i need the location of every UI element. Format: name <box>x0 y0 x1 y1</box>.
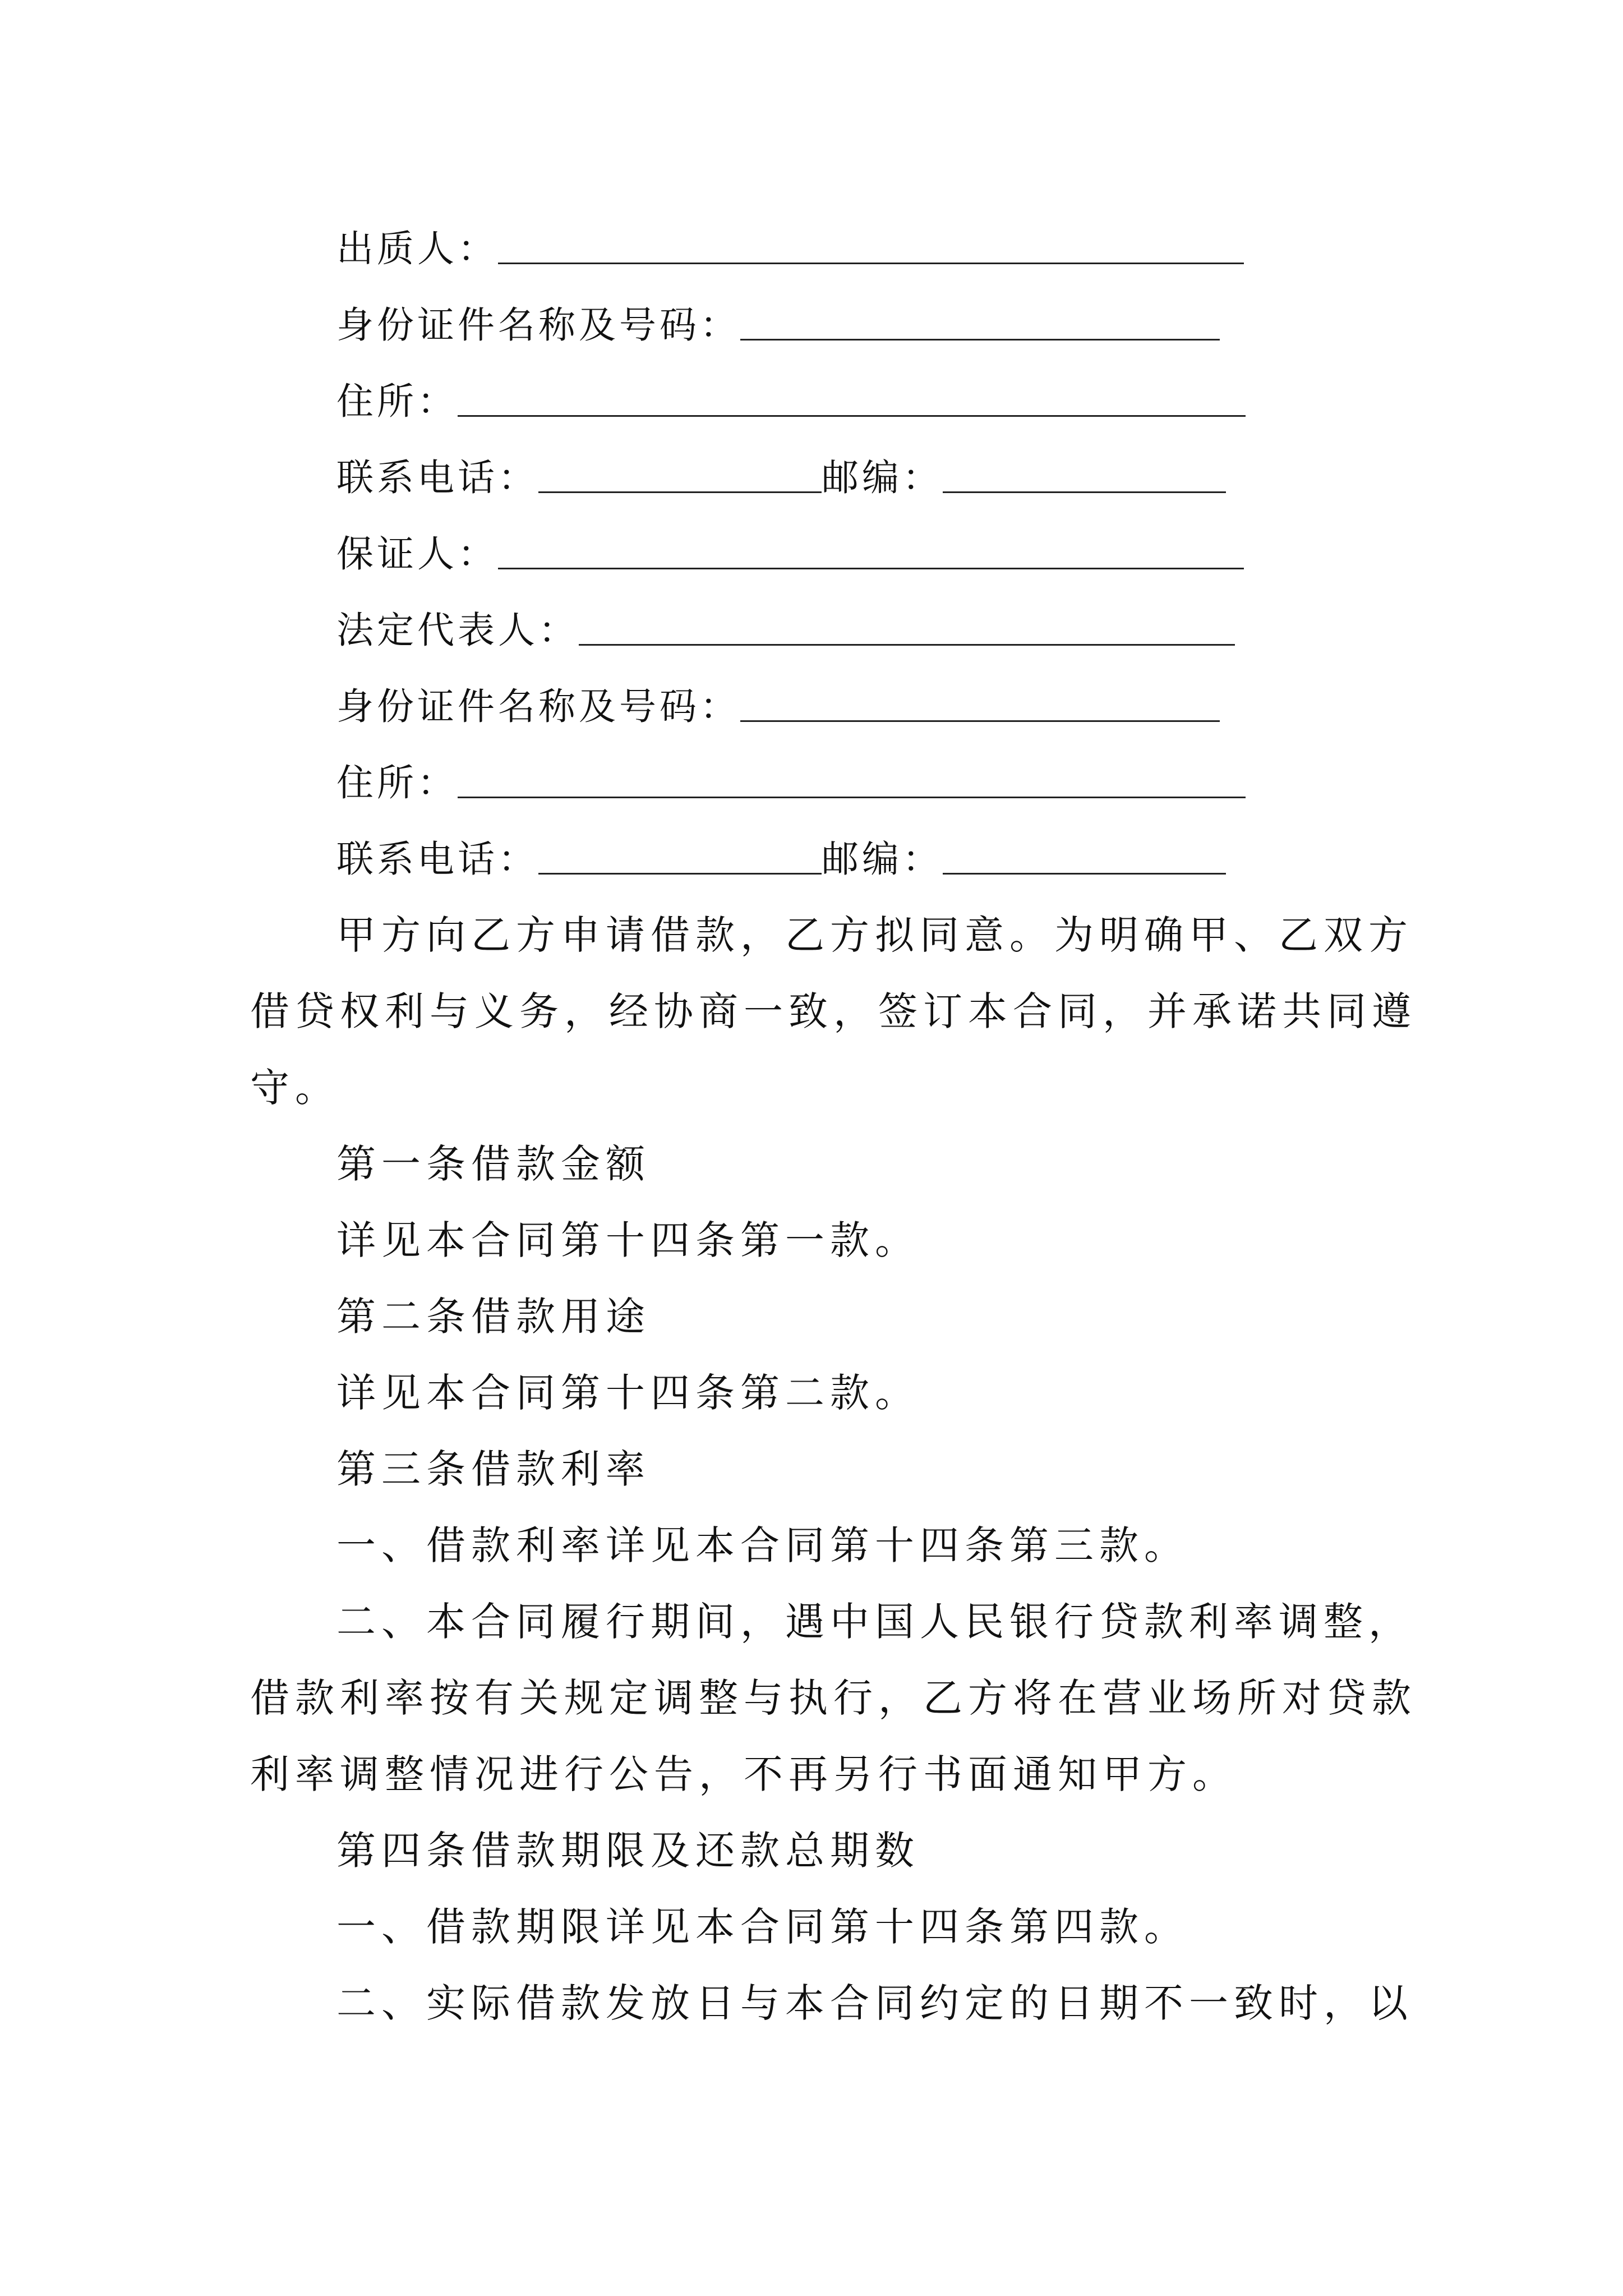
phone-label-1: 联系电话： <box>336 455 538 499</box>
article-3-item-2-line-1: 二、本合同履行期间，遇中国人民银行贷款利率调整， <box>336 1598 1413 1645</box>
phone-label-2: 联系电话： <box>336 837 538 881</box>
address-label-1: 住所： <box>336 379 458 423</box>
phone-row-1 <box>336 443 1226 505</box>
postcode-label-2: 邮编： <box>822 837 943 881</box>
article-1-text: 详见本合同第十四条第一款。 <box>336 1217 920 1263</box>
article-2-text: 详见本合同第十四条第二款。 <box>336 1369 920 1416</box>
phone-row-2 <box>336 825 1226 886</box>
address-blank-1[interactable] <box>458 379 1246 417</box>
article-4-title: 第四条借款期限及还款总期数 <box>336 1827 920 1874</box>
pledgor-label: 出质人： <box>336 227 498 270</box>
id-row-1 <box>336 291 1220 352</box>
id-label-1: 身份证件名称及号码： <box>336 303 740 347</box>
article-4-item-1: 一、借款期限详见本合同第十四条第四款。 <box>336 1903 1189 1950</box>
intro-line-3: 守。 <box>250 1064 340 1111</box>
phone-blank-1[interactable] <box>538 455 822 493</box>
guarantor-row <box>336 519 1244 581</box>
address-row-1 <box>336 367 1246 429</box>
id-label-2: 身份证件名称及号码： <box>336 684 740 728</box>
article-4-item-2-line-1: 二、实际借款发放日与本合同约定的日期不一致时，以 <box>336 1980 1413 2026</box>
id-blank-2[interactable] <box>740 684 1220 722</box>
phone-blank-2[interactable] <box>538 837 822 875</box>
address-label-2: 住所： <box>336 761 458 804</box>
postcode-blank-2[interactable] <box>943 837 1226 875</box>
address-row-2 <box>336 748 1246 810</box>
id-row-2 <box>336 672 1220 734</box>
id-blank-1[interactable] <box>740 303 1220 341</box>
pledgor-row <box>336 214 1244 276</box>
legal-rep-label: 法定代表人： <box>336 608 579 652</box>
article-3-item-1: 一、借款利率详见本合同第十四条第三款。 <box>336 1522 1189 1568</box>
guarantor-blank[interactable] <box>498 532 1244 569</box>
postcode-blank-1[interactable] <box>943 455 1226 493</box>
address-blank-2[interactable] <box>458 761 1246 798</box>
article-2-title: 第二条借款用途 <box>336 1293 651 1340</box>
article-3-item-2-line-2: 借款利率按有关规定调整与执行，乙方将在营业场所对贷款 <box>250 1674 1417 1721</box>
guarantor-label: 保证人： <box>336 532 498 576</box>
article-1-title: 第一条借款金额 <box>336 1140 651 1187</box>
intro-line-2: 借贷权利与义务，经协商一致，签订本合同，并承诺共同遵 <box>250 988 1417 1034</box>
article-3-title: 第三条借款利率 <box>336 1446 651 1492</box>
article-3-item-2-line-3: 利率调整情况进行公告，不再另行书面通知甲方。 <box>250 1751 1237 1797</box>
legal-rep-row <box>336 596 1235 657</box>
legal-rep-blank[interactable] <box>579 608 1235 646</box>
postcode-label-1: 邮编： <box>822 455 943 499</box>
intro-line-1: 甲方向乙方申请借款，乙方拟同意。为明确甲、乙双方 <box>336 912 1413 958</box>
pledgor-blank[interactable] <box>498 227 1244 264</box>
